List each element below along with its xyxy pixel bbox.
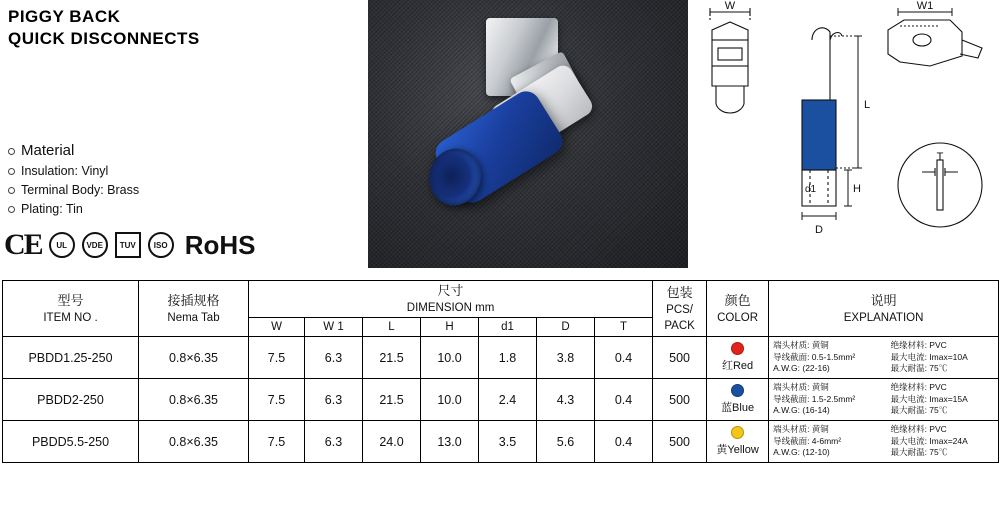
- material-item: [8, 162, 139, 181]
- col-dim-l: L: [363, 318, 421, 337]
- table-row: [3, 421, 999, 463]
- explanation-right: [891, 382, 995, 417]
- expl-line: A.W.G: (16-14): [773, 405, 830, 416]
- rohs-mark-icon: RoHS: [184, 229, 256, 260]
- bullet-icon: [8, 168, 15, 175]
- expl-line: A.W.G: (22-16): [773, 363, 830, 374]
- cell-w: 7.5: [249, 421, 305, 463]
- expl-line: 绝缘材料: PVC: [890, 382, 947, 393]
- col-dim-w: W: [249, 318, 305, 337]
- cell-nema-tab: 0.8×6.35: [139, 337, 249, 379]
- col-item-no-cn: 型号: [57, 292, 84, 308]
- col-dimension-group: [249, 281, 653, 318]
- col-nema-tab: [139, 281, 249, 337]
- cell-l: 21.5: [363, 379, 421, 421]
- cell-d1: 2.4: [479, 379, 537, 421]
- col-item-no-en: ITEM NO .: [43, 311, 98, 324]
- explanation-left: [773, 382, 877, 417]
- material-item-label: Plating: Tin: [21, 202, 83, 216]
- col-color-en: COLOR: [717, 311, 759, 324]
- title-line-2: QUICK DISCONNECTS: [8, 29, 200, 48]
- cell-w1: 6.3: [305, 337, 363, 379]
- expl-line: 最大电流: Imax=10A: [890, 351, 968, 362]
- col-color-cn: 颜色: [724, 292, 751, 308]
- table-header-row: [3, 281, 999, 318]
- cell-t: 0.4: [595, 379, 653, 421]
- expl-line: 最大耐温: 75℃: [890, 363, 948, 374]
- expl-line: A.W.G: (12-10): [773, 447, 830, 458]
- cell-d1: 3.5: [479, 421, 537, 463]
- cell-w1: 6.3: [305, 421, 363, 463]
- col-nema-tab-en: Nema Tab: [167, 311, 220, 324]
- col-pack: [653, 281, 707, 337]
- explanation-right: [891, 424, 995, 459]
- cell-h: 13.0: [421, 421, 479, 463]
- col-explanation-en: EXPLANATION: [843, 311, 924, 324]
- cell-nema-tab: 0.8×6.35: [139, 379, 249, 421]
- cell-l: 21.5: [363, 337, 421, 379]
- cell-color-label: 红Red: [721, 359, 754, 372]
- vde-mark-icon: VDE: [82, 232, 108, 258]
- drawing-label-w1: W1: [916, 0, 934, 12]
- col-dim-h: H: [421, 318, 479, 337]
- cell-t: 0.4: [595, 337, 653, 379]
- expl-line: 端头材质: 黄铜: [773, 340, 829, 351]
- cell-explanation: [769, 337, 999, 379]
- tuv-mark-icon: TUV: [115, 232, 141, 258]
- expl-line: 导线截面: 1.5-2.5mm²: [773, 393, 856, 404]
- col-dimension-cn: 尺寸: [437, 283, 464, 298]
- cell-pack: 500: [653, 379, 707, 421]
- cell-w1: 6.3: [305, 379, 363, 421]
- expl-line: 最大耐温: 75℃: [890, 447, 948, 458]
- expl-line: 绝缘材料: PVC: [890, 424, 947, 435]
- expl-line: 绝缘材料: PVC: [890, 340, 947, 351]
- drawing-label-d1: d1: [805, 184, 817, 195]
- cell-w: 7.5: [249, 337, 305, 379]
- cell-item-no: PBDD2-250: [3, 379, 139, 421]
- cell-color-label: 黄Yellow: [716, 443, 759, 456]
- cell-pack: 500: [653, 421, 707, 463]
- col-pack-cn: 包装: [666, 284, 693, 300]
- cell-t: 0.4: [595, 421, 653, 463]
- cell-h: 10.0: [421, 379, 479, 421]
- col-pack-en1: PCS/: [666, 303, 693, 316]
- drawing-label-l: L: [864, 99, 871, 111]
- bullet-icon: [8, 206, 15, 213]
- ce-mark-icon: CE: [4, 228, 42, 261]
- expl-line: 导线截面: 4-6mm²: [773, 435, 842, 446]
- col-dim-d: D: [537, 318, 595, 337]
- material-item: [8, 181, 139, 200]
- expl-line: 端头材质: 黄铜: [773, 424, 829, 435]
- drawing-label-d: D: [815, 224, 823, 236]
- expl-line: 最大电流: Imax=15A: [890, 393, 968, 404]
- drawing-label-w: W: [724, 0, 736, 12]
- certification-marks: [4, 228, 255, 262]
- cell-color: [707, 379, 769, 421]
- material-item: [8, 200, 139, 219]
- col-nema-tab-cn: 接插规格: [167, 292, 220, 308]
- iso-mark-icon: ISO: [148, 232, 174, 258]
- cell-explanation: [769, 379, 999, 421]
- material-spec-list: [8, 140, 139, 219]
- cell-w: 7.5: [249, 379, 305, 421]
- color-swatch-icon: [731, 426, 744, 439]
- material-heading-label: Material: [21, 142, 75, 159]
- cell-color-label: 蓝Blue: [721, 401, 755, 414]
- cell-explanation: [769, 421, 999, 463]
- table-row: [3, 379, 999, 421]
- col-item-no: [3, 281, 139, 337]
- expl-line: 端头材质: 黄铜: [773, 382, 829, 393]
- color-swatch-icon: [731, 342, 744, 355]
- expl-line: 最大耐温: 75℃: [890, 405, 948, 416]
- col-dimension-en: DIMENSION mm: [406, 302, 495, 314]
- cell-l: 24.0: [363, 421, 421, 463]
- spec-table: [2, 280, 999, 463]
- drawing-label-t: T: [936, 151, 944, 163]
- col-explanation-cn: 说明: [870, 292, 897, 308]
- cell-d1: 1.8: [479, 337, 537, 379]
- product-photo: [368, 0, 688, 268]
- title-line-1: PIGGY BACK: [8, 7, 121, 26]
- expl-line: 导线截面: 0.5-1.5mm²: [773, 351, 856, 362]
- cell-nema-tab: 0.8×6.35: [139, 421, 249, 463]
- cell-color: [707, 337, 769, 379]
- explanation-left: [773, 424, 877, 459]
- material-heading: [8, 140, 139, 162]
- page-title: [8, 6, 200, 50]
- cell-item-no: PBDD5.5-250: [3, 421, 139, 463]
- col-color: [707, 281, 769, 337]
- col-dim-t: T: [595, 318, 653, 337]
- cell-color: [707, 421, 769, 463]
- ul-mark-icon: UL: [49, 232, 75, 258]
- material-item-label: Insulation: Vinyl: [21, 164, 109, 178]
- cell-d: 3.8: [537, 337, 595, 379]
- explanation-left: [773, 340, 877, 375]
- explanation-right: [891, 340, 995, 375]
- col-explanation: [769, 281, 999, 337]
- cell-h: 10.0: [421, 337, 479, 379]
- table-row: [3, 337, 999, 379]
- color-swatch-icon: [731, 384, 744, 397]
- bullet-icon: [8, 187, 15, 194]
- drawing-label-h: H: [853, 183, 861, 195]
- technical-drawings: [690, 0, 1000, 270]
- cell-d: 4.3: [537, 379, 595, 421]
- col-dim-d1: d1: [479, 318, 537, 337]
- drawing-svg: [690, 0, 1000, 270]
- cell-item-no: PBDD1.25-250: [3, 337, 139, 379]
- expl-line: 最大电流: Imax=24A: [890, 435, 968, 446]
- spec-table-wrapper: [2, 280, 998, 463]
- cell-pack: 500: [653, 337, 707, 379]
- cell-d: 5.6: [537, 421, 595, 463]
- bullet-icon: [8, 148, 15, 155]
- col-dim-w1: W 1: [305, 318, 363, 337]
- col-pack-en2: PACK: [664, 319, 695, 332]
- material-item-label: Terminal Body: Brass: [21, 183, 140, 197]
